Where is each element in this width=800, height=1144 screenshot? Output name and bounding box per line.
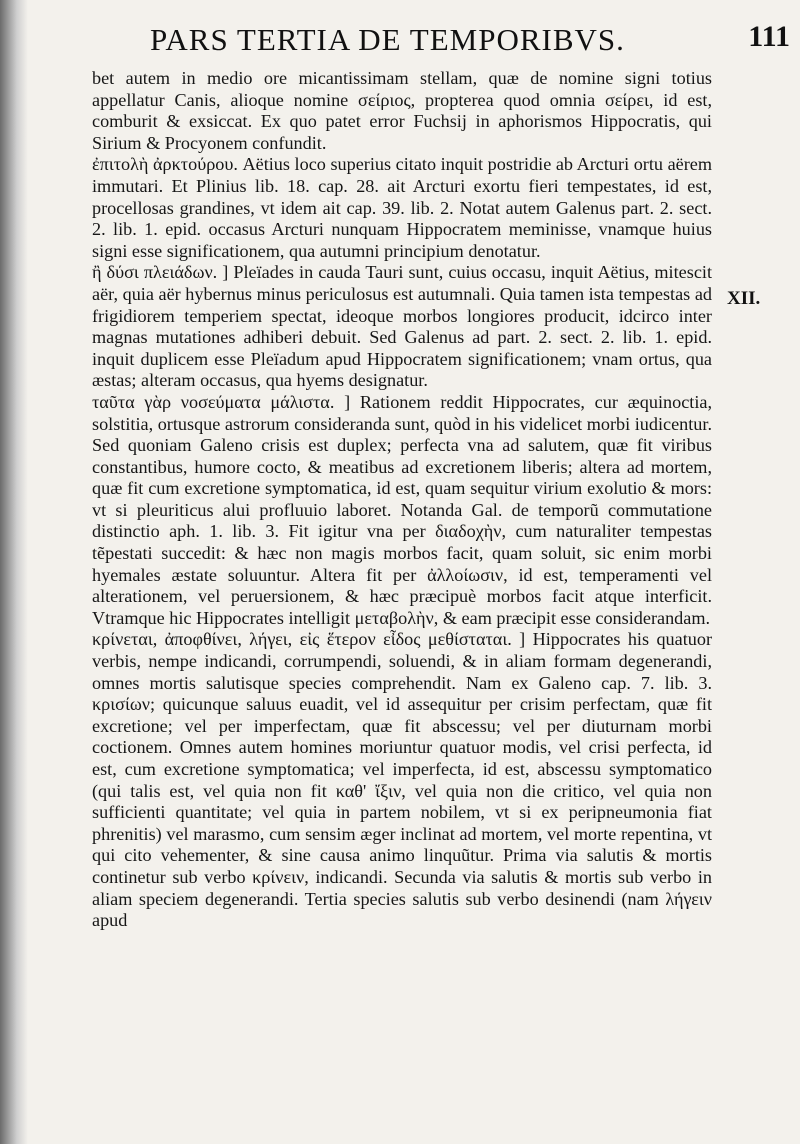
paragraph-5: κρίνεται, ἀποφθίνει, λήγει, εἰς ἕτερον εἶδος μεθίσταται. ] Hippocrates his quatuor verbis, nempe indicandi, corrumpendi, soluendi, & in aliam formam degenerandi, omnes mortis salutisque species comprehendit. Nam ex Galeno cap. 7. lib. 3. κρισίων; quicunque saluus euadit, vel id assequitur per crisim perfectam, quæ fit excretione; vel per imperfectam, quæ fit abscessu; vel per diuturnam morbi coctionem. Omnes autem homines moriuntur quatuor modis, vel crisi perfecta, id est, cum excretione symptomatica; vel imperfecta, id est, abscessu symptomatico (qui talis est, vel quia non fit καθ' ἴξιν, vel quia non die critico, vel quia non sufficienti quantitate; vel quia in partem nobilem, vt si ex peripneumonia fiat phrenitis) vel marasmo, cum sensim æger inclinat ad mortem, vel morte repentina, vt qui cito vehementer, & sine causa animo linquũtur. Prima via salutis & mortis continetur sub verbo κρίνειν, indicandi. Secunda via salutis & mortis sub verbo in aliam speciem degenerandi. Tertia species salutis sub verbo desinendi (nam λήγειν apud	[92, 629, 712, 931]
running-title: PARS TERTIA DE TEMPORIBVS.	[150, 22, 625, 57]
margin-note: XII.	[727, 288, 761, 309]
body-text	[92, 68, 712, 932]
paragraph-2: ἐπιτολὴ ἀρκτούρου. Aëtius loco superius citato inquit postridie ab Arcturi ortu aërem immutari. Et Plinius lib. 18. cap. 28. ait Arcturi exortu fieri tempestates, id est, procellosas grandines, vt idem ait cap. 39. lib. 2. Notat autem Galenus part. 2. sect. 2. lib. 1. epid. occasus Arcturi nunquam Hippocratem meminisse, vnamque huius signi esse significationem, qua autumni principium denotatur.	[92, 154, 712, 261]
page-header	[150, 20, 790, 62]
paragraph-3: ἢ δύσι πλειάδων. ] Pleïades in cauda Tauri sunt, cuius occasu, inquit Aëtius, mitescit aër, quia aër hybernus minus periculosus est autumnali. Quia tamen ista tempestas ad frigidiorem temperiem spectat, ideoque morbos longiores producit, idcirco inter magnas mutationes adhiberi debuit. Sed Galenus ad part. 2. sect. 2. lib. 1. epid. inquit duplicem esse Pleïadum apud Hippocratem significationem; vnam ortus, qua æstas; alteram occasus, qua hyems designatur.	[92, 262, 712, 391]
paragraph-1: bet autem in medio ore micantissimam stellam, quæ de nomine signi totius appellatur Canis, alioque nomine σείριος, propterea quod omnia σείρει, id est, comburit & exsiccat. Ex quo patet error Fuchsij in aphorismos Hippocratis, qui Sirium & Procyonem confundit.	[92, 68, 712, 153]
page-number: 111	[748, 20, 790, 53]
paragraph-4: ταῦτα γὰρ νοσεύματα μάλιστα. ] Rationem reddit Hippocrates, cur æquinoctia, solstitia, ortusque astrorum consideranda sunt, quòd in his videlicet morbi iudicentur. Sed quoniam Galeno crisis est duplex; perfecta vna ad salutem, quæ fit viribus constantibus, humore cocto, & meatibus ad excretionem liberis; altera ad mortem, quæ fit cum excretione symptomatica, id est, quam sequitur virium exolutio & mors: vt si pleuriticus alui profluuio laboret. Notanda Gal. de temporũ commutatione distinctio aph. 1. lib. 3. Fit igitur vna per διαδοχὴν, cum naturaliter tempestas tẽpestati succedit: & hæc non magis morbos facit, quam soluit, sic enim morbi hyemales æstate soluuntur. Altera fit per ἀλλοίωσιν, id est, temperamenti vel alterationem, vel peruersionem, & hæc præcipuè morbos facit atque interficit. Vtramque hic Hippocrates intelligit μεταβολὴν, & eam præcipit esse considerandam.	[92, 391, 712, 628]
